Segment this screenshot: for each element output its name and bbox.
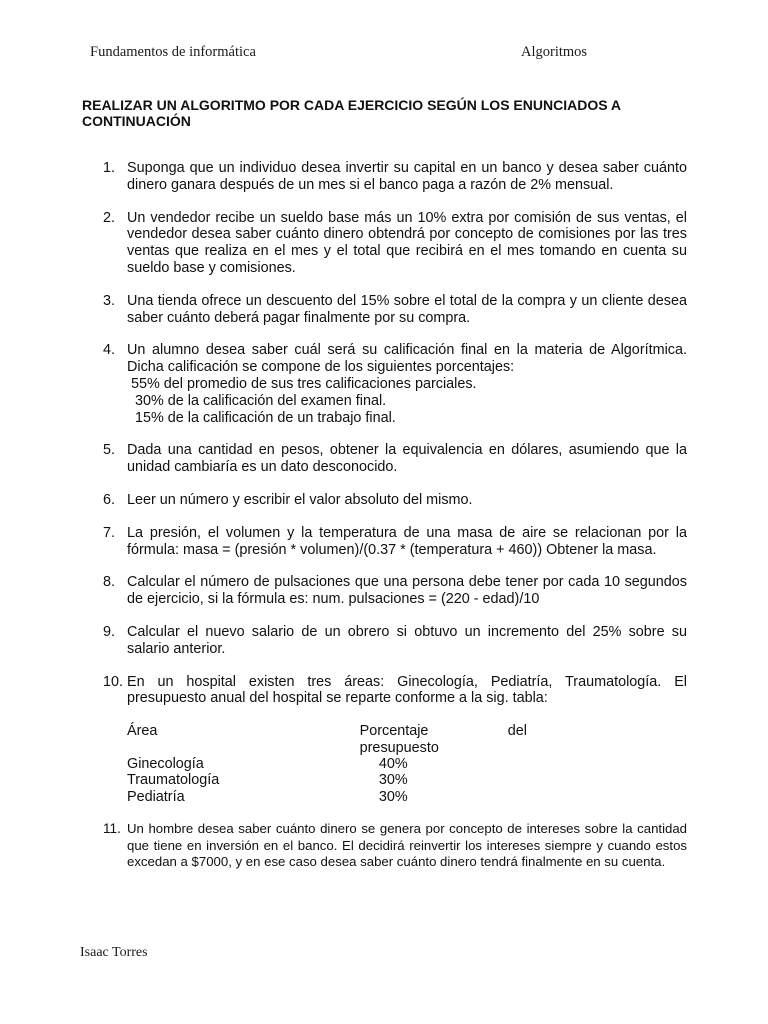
table-cell-percentage: 40% [378, 755, 408, 772]
exercise-item-4 [103, 342, 687, 426]
exercise-item-9 [103, 624, 687, 658]
percentage-line: 55% del promedio de sus tres calificaciones parciales. [127, 375, 477, 392]
exercise-number: 3. [103, 292, 116, 309]
table-cell-percentage: 30% [378, 772, 408, 789]
document-title: REALIZAR UN ALGORITMO POR CADA EJERCICIO SEGÚN LOS ENUNCIADOS A CONTINUACIÓN [82, 97, 621, 129]
table-row [127, 756, 527, 772]
percentage-line: 30% de la calificación del examen final. [127, 392, 387, 409]
exercise-number: 1. [103, 160, 116, 176]
exercise-text: Leer un número y escribir el valor absoluto del mismo. [127, 491, 473, 508]
table-row [127, 772, 527, 788]
exercise-text: Un hombre desea saber cuánto dinero se genera por concepto de intereses sobre la cantidad que tiene en inversión en el banco. El decidirá reinvertir los intereses siempre y cuando estos excedan a $7000, y en ese caso desea saber cuánto dinero tendrá finalmente en su cuenta. [127, 821, 687, 870]
exercise-text: Calcular el nuevo salario de un obrero si obtuvo un incremento del 25% sobre su salario anterior. [127, 623, 687, 657]
table-cell-area: Traumatología [127, 772, 220, 789]
exercise-item-11 [103, 821, 687, 871]
exercise-item-8 [103, 574, 687, 608]
percentage-line: 15% de la calificación de un trabajo final. [127, 409, 396, 426]
exercise-list [103, 160, 687, 871]
exercise-item-3 [103, 293, 687, 327]
exercise-number: 6. [103, 491, 116, 508]
exercise-number: 8. [103, 574, 116, 591]
table-cell-area: Ginecología [127, 755, 204, 772]
exercise-text: Dada una cantidad en pesos, obtener la equivalencia en dólares, asumiendo que la unidad cambiaría es un dato desconocido. [127, 442, 687, 476]
exercise-text: Una tienda ofrece un descuento del 15% sobre el total de la compra y un cliente desea saber cuánto deberá pagar finalmente por su compra. [127, 292, 687, 326]
exercise-item-6 [103, 492, 687, 509]
exercise-number: 7. [103, 524, 116, 541]
exercise-number: 5. [103, 442, 116, 459]
exercise-text: Un alumno desea saber cuál será su calificación final en la materia de Algorítmica. Dicha calificación se compone de los siguientes porcentajes: [127, 342, 687, 376]
exercise-item-5 [103, 442, 687, 476]
exercise-text: En un hospital existen tres áreas: Ginecología, Pediatría, Traumatología. El presupuesto anual del hospital se reparte conforme a la sig. tabla: [127, 673, 687, 707]
exercise-number: 10. [103, 673, 124, 690]
table-header-area: Área [127, 723, 158, 740]
exercise-number: 4. [103, 342, 116, 359]
exercise-item-7 [103, 525, 687, 559]
page-footer-author: Isaac Torres [80, 945, 148, 960]
exercise-number: 2. [103, 209, 116, 226]
table-header-row [127, 723, 527, 756]
exercise-text: Suponga que un individuo desea invertir su capital en un banco y desea saber cuánto dinero ganara después de un mes si el banco paga a razón de 2% mensual. [127, 160, 687, 193]
exercise-item-2 [103, 210, 687, 277]
exercise-text: La presión, el volumen y la temperatura de una masa de aire se relacionan por la fórmula: masa = (presión * volumen)/(0.37 * (temperatura + 460)) Obtener la masa. [127, 524, 687, 558]
table-cell-area: Pediatría [127, 788, 185, 805]
exercise-number: 11. [103, 821, 121, 837]
exercise-item-10 [103, 674, 687, 806]
table-header-percentage: Porcentaje del presupuesto [359, 723, 527, 756]
exercise-item-1 [103, 160, 687, 194]
header-topic: Algoritmos [521, 44, 588, 60]
exercise-number: 9. [103, 623, 116, 640]
budget-table [127, 723, 527, 805]
table-cell-percentage: 30% [378, 788, 408, 805]
header-course-name: Fundamentos de informática [90, 44, 256, 60]
exercise-text: Calcular el número de pulsaciones que una persona debe tener por cada 10 segundos de ejercicio, si la fórmula es: num. pulsaciones = (220 - edad)/10 [127, 574, 687, 608]
table-row [127, 789, 527, 805]
exercise-text: Un vendedor recibe un sueldo base más un 10% extra por comisión de sus ventas, el vendedor desea saber cuánto dinero obtendrá por concepto de comisiones por las tres ventas que realiza en el mes y el total que recibirá en el mes tomando en cuenta su sueldo base y comisiones. [127, 209, 687, 276]
